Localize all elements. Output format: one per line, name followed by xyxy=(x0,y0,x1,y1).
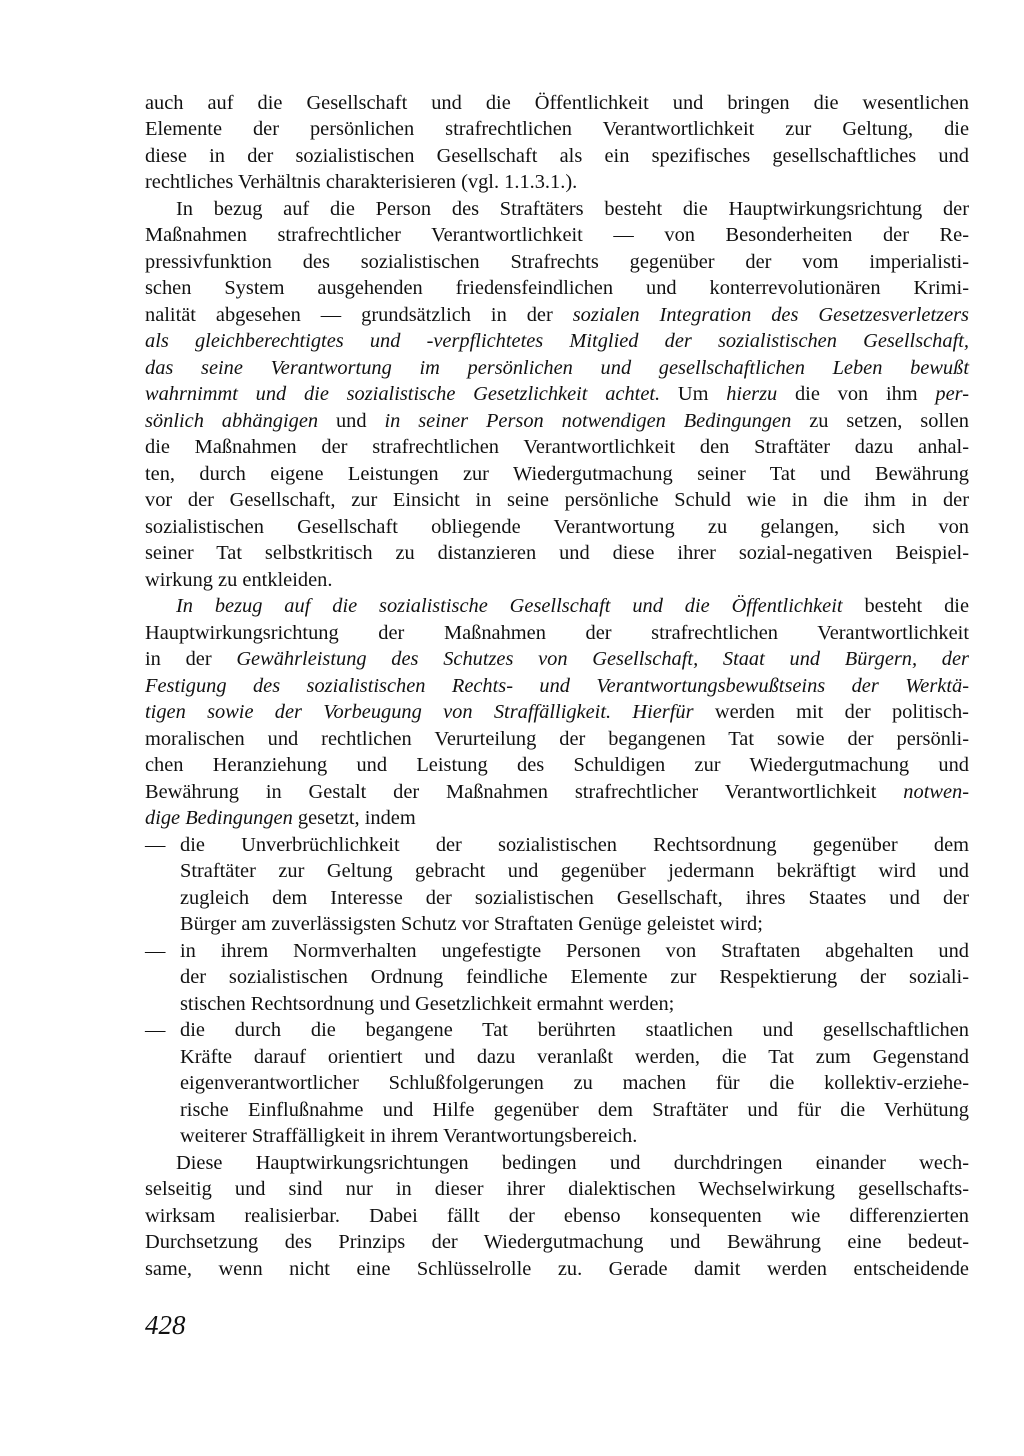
text-line: Hauptwirkungsrichtung der Maßnahmen der strafrechtlichen Verantwortlichkeit xyxy=(145,622,969,644)
text-line: seiner Tat selbstkritisch zu distanzieren und diese ihrer sozial-negativen Beispiel- xyxy=(145,542,969,564)
text-line: Durchsetzung des Prinzips der Wiedergutmachung und Bewährung eine bedeut- xyxy=(145,1231,969,1253)
text-line: Bürger am zuverlässigsten Schutz vor Straftaten Genüge geleistet wird; xyxy=(180,913,763,935)
text-line: ten, durch eigene Leistungen zur Wiedergutmachung seiner Tat und Bewährung xyxy=(145,463,969,485)
italic-span: in seiner Person notwendigen Bedingungen xyxy=(384,410,792,432)
text-line xyxy=(145,699,969,726)
text-line: weiterer Straffälligkeit in ihrem Verantwortungsbereich. xyxy=(180,1125,638,1147)
text-line: same, wenn nicht eine Schlüsselrolle zu. Gerade damit werden entscheidende xyxy=(145,1258,969,1280)
text-line xyxy=(145,381,969,408)
text-line xyxy=(145,355,969,382)
text-line: Diese Hauptwirkungsrichtungen bedingen und durchdringen einander wech- xyxy=(176,1152,969,1174)
italic-span: notwen- xyxy=(903,781,969,803)
text-span: zu setzen, sollen xyxy=(809,410,969,432)
text-span: und xyxy=(335,410,367,432)
italic-span: Gewährleistung des Schutzes von Gesellschaft, Staat und Bürgern, der xyxy=(236,648,969,670)
text-line xyxy=(145,673,969,700)
text-line: auch auf die Gesellschaft und die Öffentlichkeit und bringen die wesentlichen xyxy=(145,92,969,114)
text-line: Straftäter zur Geltung gebracht und gegenüber jedermann bekräftigt wird und xyxy=(180,860,969,882)
text-line xyxy=(145,646,969,673)
italic-span: In bezug auf die sozialistische Gesellschaft und die Öffentlichkeit xyxy=(176,595,843,617)
italic-span: als gleichberechtigtes und -verpflichtetes Mitglied der sozialistischen Gesellschaft, xyxy=(145,330,969,352)
italic-span: per- xyxy=(935,383,969,405)
text-line: die Maßnahmen der strafrechtlichen Verantwortlichkeit den Straftäter dazu anhal- xyxy=(145,436,969,458)
text-line: diese in der sozialistischen Gesellschaft als ein spezifisches gesellschaftliches und xyxy=(145,145,969,167)
text-line xyxy=(145,328,969,355)
text-line: In bezug auf die Person des Straftäters besteht die Hauptwirkungsrichtung der xyxy=(176,198,969,220)
text-line: sozialistischen Gesellschaft obliegende Verantwortung zu gelangen, sich von xyxy=(145,516,969,538)
text-span: werden mit der politisch- xyxy=(714,701,969,723)
text-span: Um xyxy=(677,383,709,405)
text-line: die Unverbrüchlichkeit der sozialistischen Rechtsordnung gegenüber dem xyxy=(180,834,969,856)
text-line: wirksam realisierbar. Dabei fällt der ebenso konsequenten wie differenzierten xyxy=(145,1205,969,1227)
italic-span: sozialen Integration des Gesetzesverletzers xyxy=(572,304,969,326)
text-line: selseitig und sind nur in dieser ihrer dialektischen Wechselwirkung gesellschafts- xyxy=(145,1178,969,1200)
text-line: in ihrem Normverhalten ungefestigte Personen von Straftaten abgehalten und xyxy=(180,940,969,962)
text-line xyxy=(145,779,969,806)
text-line xyxy=(145,302,969,329)
text-line: Maßnahmen strafrechtlicher Verantwortlichkeit — von Besonderheiten der Re- xyxy=(145,224,969,246)
text-span: in der xyxy=(145,648,212,670)
text-line xyxy=(145,408,969,435)
italic-span: das seine Verantwortung im persönlichen und gesellschaftlichen Leben bewußt xyxy=(145,357,969,379)
text-span: besteht die xyxy=(864,595,970,617)
text-line: pressivfunktion des sozialistischen Strafrechts gegenüber der vom imperialisti- xyxy=(145,251,969,273)
text-line: wirkung zu entkleiden. xyxy=(145,569,333,591)
list-dash: — xyxy=(145,834,166,856)
text-line: eigenverantwortlicher Schlußfolgerungen zu machen für die kollektiv-erziehe- xyxy=(180,1072,969,1094)
italic-span: dige Bedingungen xyxy=(145,807,293,829)
text-line: die durch die begangene Tat berührten staatlichen und gesellschaftlichen xyxy=(180,1019,969,1041)
text-line: der sozialistischen Ordnung feindliche Elemente zur Respektierung der soziali- xyxy=(180,966,969,988)
text-line: schen System ausgehenden friedensfeindlichen und konterrevolutionären Krimi- xyxy=(145,277,969,299)
list-dash: — xyxy=(145,1019,166,1041)
text-span: die von ihm xyxy=(794,383,918,405)
italic-span: sönlich abhängigen xyxy=(145,410,319,432)
text-line: moralischen und rechtlichen Verurteilung der begangenen Tat sowie der persönli- xyxy=(145,728,969,750)
text-line: zugleich dem Interesse der sozialistischen Gesellschaft, ihres Staates und der xyxy=(180,887,969,909)
text-line: vor der Gesellschaft, zur Einsicht in seine persönliche Schuld wie in die ihm in der xyxy=(145,489,969,511)
text-line: chen Heranziehung und Leistung des Schuldigen zur Wiedergutmachung und xyxy=(145,754,969,776)
italic-span: wahrnimmt und die sozialistische Gesetzlichkeit achtet. xyxy=(145,383,661,405)
italic-span: tigen sowie der Vorbeugung von Straffälligkeit. Hierfür xyxy=(145,701,694,723)
text-line: rische Einflußnahme und Hilfe gegenüber dem Straftäter und für die Verhütung xyxy=(180,1099,969,1121)
text-line xyxy=(176,593,969,620)
list-dash: — xyxy=(145,940,166,962)
page-number: 428 xyxy=(145,1310,186,1340)
text-span: nalität abgesehen — grundsätzlich in der xyxy=(145,304,553,326)
text-line: Kräfte darauf orientiert und dazu veranlaßt werden, die Tat zum Gegenstand xyxy=(180,1046,969,1068)
text-line xyxy=(145,805,969,832)
italic-span: hierzu xyxy=(726,383,778,405)
text-span: Bewährung in Gestalt der Maßnahmen strafrechtlicher Verantwortlichkeit xyxy=(145,781,877,803)
italic-span: Festigung des sozialistischen Rechts- und Verantwortungsbewußtseins der Werktä- xyxy=(145,675,969,697)
text-line: stischen Rechtsordnung und Gesetzlichkeit ermahnt werden; xyxy=(180,993,675,1015)
text-line: rechtliches Verhältnis charakterisieren (vgl. 1.1.3.1.). xyxy=(145,171,578,193)
text-line: Elemente der persönlichen strafrechtlichen Verantwortlichkeit zur Geltung, die xyxy=(145,118,969,140)
text-span: gesetzt, indem xyxy=(297,807,416,829)
